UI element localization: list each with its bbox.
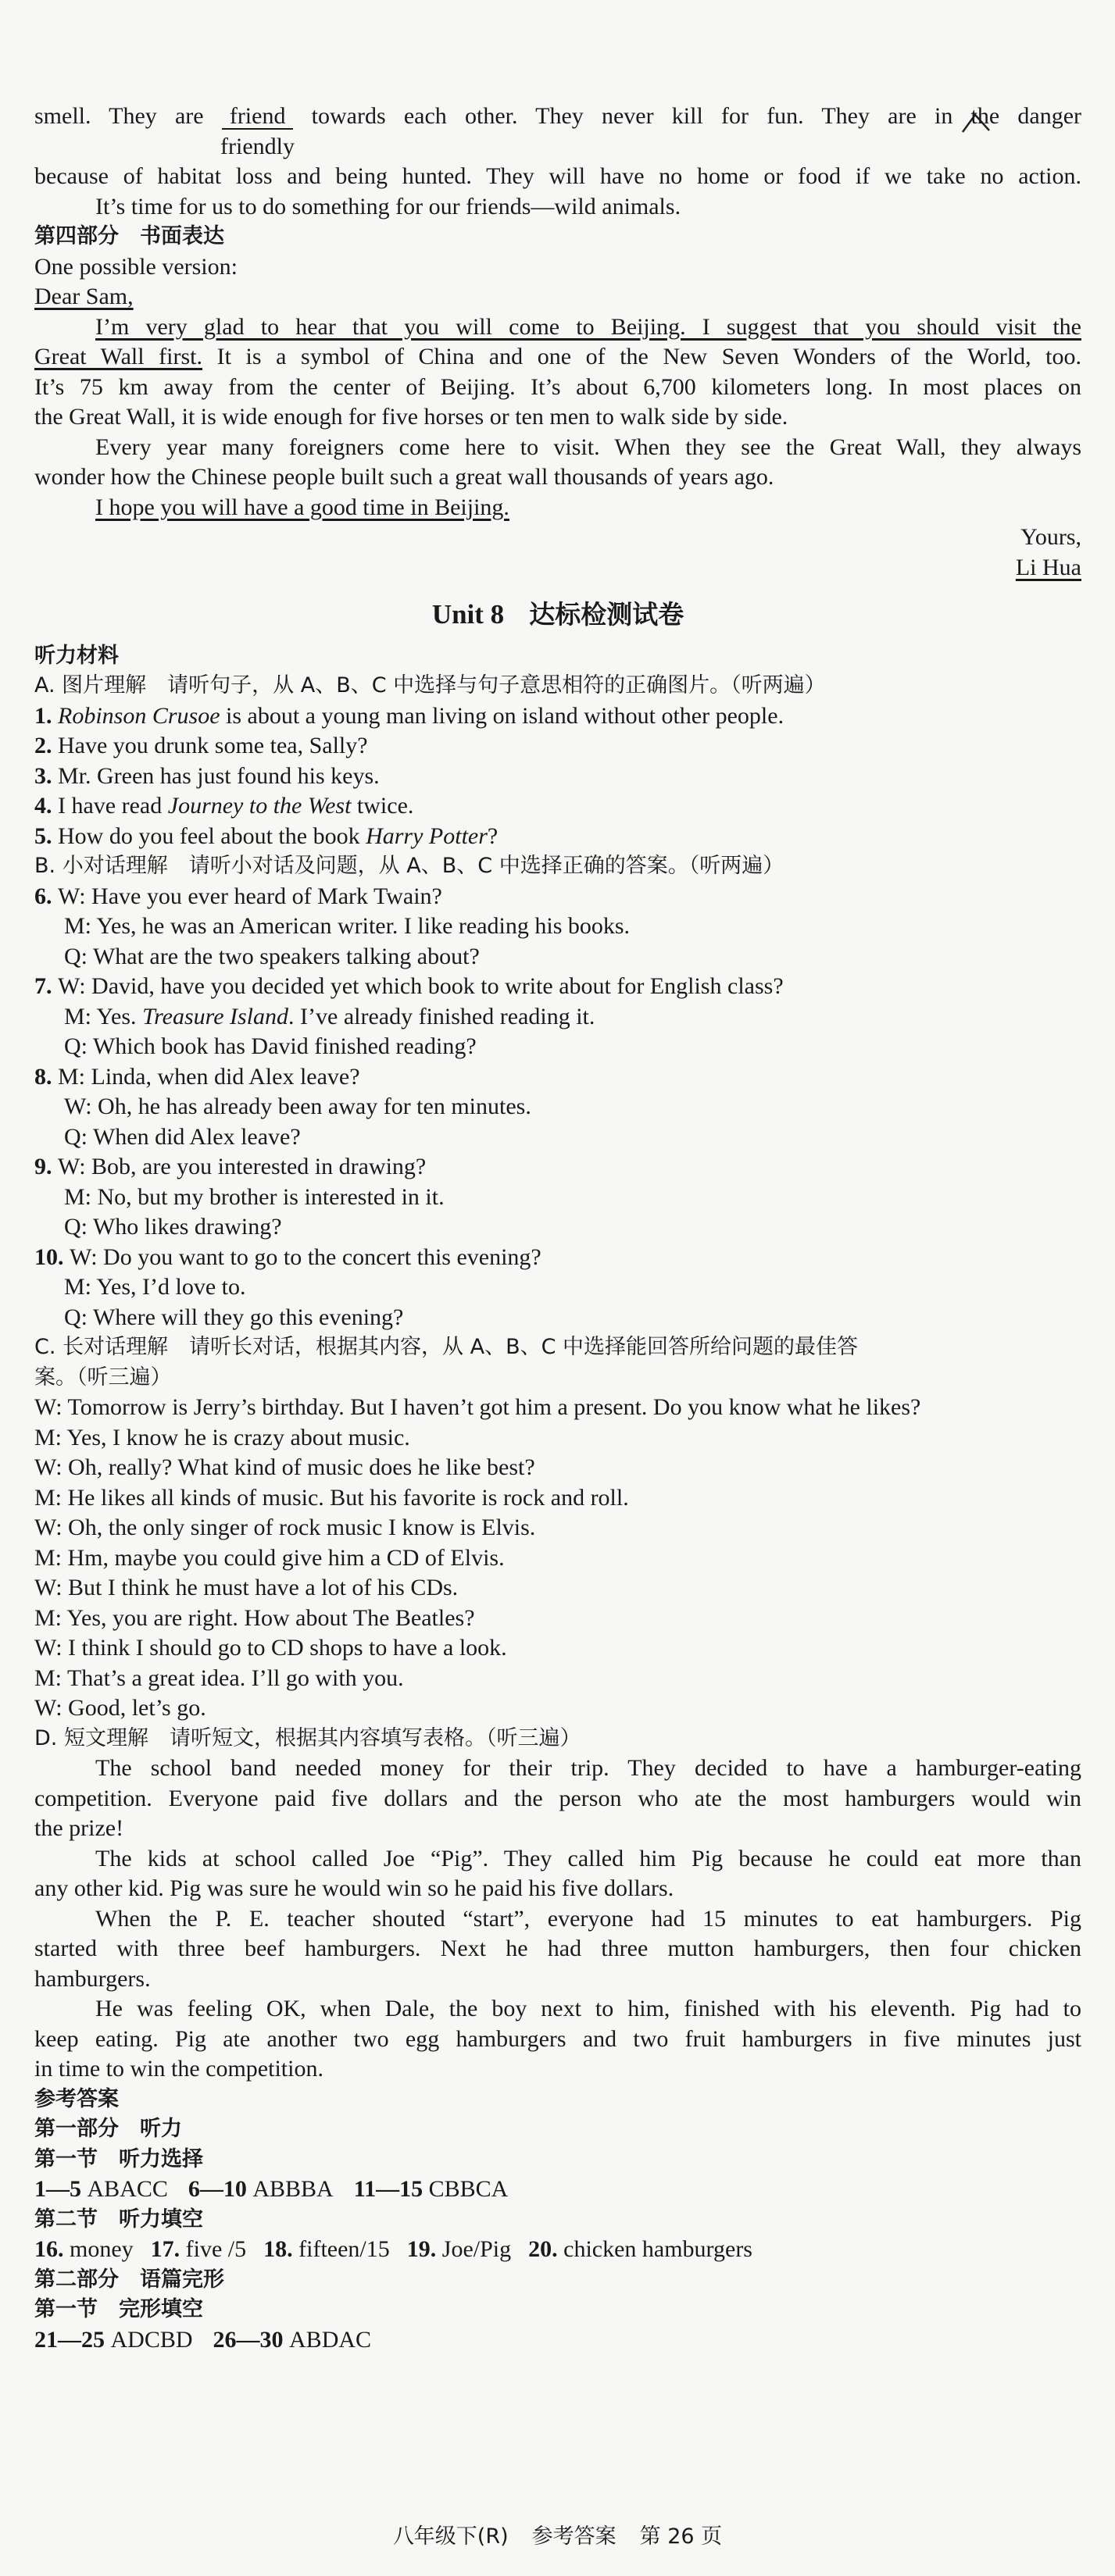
- answers-heading: 参考答案: [34, 2086, 119, 2111]
- passage-line: keep eating. Pig ate another two egg hamburgers and two fruit hamburgers in five minutes just: [34, 2025, 1081, 2052]
- answer-range: 20.: [528, 2236, 564, 2262]
- dialogue-line: [34, 1272, 1081, 1303]
- section-c-heading-cont: 案。（听三遍）: [34, 1365, 172, 1390]
- essay-line: the Great Wall, it is wide enough for five horses or ten men to walk side by side.: [34, 404, 788, 430]
- essay-line: It’s 75 km away from the center of Beijing. It’s about 6,700 kilometers long. In most places on: [34, 373, 1081, 400]
- answer-group: [34, 2236, 134, 2262]
- section-b-items: [34, 882, 1081, 1333]
- passage-line: any other kid. Pig was sure he would win so he paid his five dollars.: [34, 1875, 674, 1901]
- dialogue-line: [34, 912, 1081, 942]
- line-text: M: Yes, I’d love to.: [64, 1274, 246, 1300]
- answer-group: [34, 2327, 193, 2353]
- line-text: M: Yes, he was an American writer. I like reading his books.: [64, 913, 631, 939]
- story-line-1: smell. They are friend towards each other. They never kill for fun. They are in the danger: [34, 103, 1082, 129]
- dialogue-line: M: Yes, you are right. How about The Beatles?: [34, 1604, 475, 1631]
- answer-value: ABDAC: [289, 2326, 372, 2353]
- answer-range: 21—25: [34, 2326, 111, 2353]
- line-text: . I’ve already finished reading it.: [288, 1003, 595, 1029]
- dialogue-line: M: He likes all kinds of music. But his favorite is rock and roll.: [34, 1484, 629, 1511]
- answer-value: Joe/Pig: [441, 2236, 512, 2262]
- item-text: is about a young man living on island without other people.: [220, 702, 784, 729]
- line-text: Q: What are the two speakers talking about?: [64, 943, 480, 969]
- section-a-items: [34, 701, 1081, 852]
- dialogue-line: [34, 1243, 1081, 1273]
- part4-writing: [34, 222, 1081, 583]
- sec2-answers: [34, 2235, 1081, 2265]
- answer-range: 1—5: [34, 2176, 88, 2202]
- answer-range: 18.: [263, 2236, 299, 2262]
- sec2-heading: 第二节 听力填空: [34, 2207, 203, 2232]
- passage-line: The kids at school called Joe “Pig”. They called him Pig because he could eat more than: [95, 1845, 1081, 1871]
- answer-group: [213, 2327, 372, 2353]
- item-number: 10.: [34, 1243, 70, 1270]
- section-b-heading: B. 小对话理解 请听小对话及问题，从 A、B、C 中选择正确的答案。（听两遍）: [34, 854, 784, 878]
- answer-group: [34, 2176, 168, 2202]
- dialogue-line: [34, 942, 1081, 972]
- line-text: M: Yes.: [64, 1003, 143, 1029]
- dialogue-line: W: Good, let’s go.: [34, 1695, 206, 1721]
- unit-title: Unit 8 达标检测试卷: [431, 599, 684, 630]
- sec3-heading: 第一节 完形填空: [34, 2297, 203, 2321]
- line-text: M: No, but my brother is interested in it.: [64, 1183, 445, 1210]
- passage-line: hamburgers.: [34, 1965, 151, 1992]
- passage-line: He was feeling OK, when Dale, the boy next to him, finished with his eleventh. Pig had to: [95, 1996, 1081, 2021]
- essay-line: wonder how the Chinese people built such a great wall thousands of years ago.: [34, 464, 774, 490]
- line-text: W: Bob, are you interested in drawing?: [58, 1154, 427, 1179]
- dialogue-line: [34, 1122, 1081, 1153]
- line-text: Q: Where will they go this evening?: [64, 1304, 404, 1330]
- closing: Yours,: [1020, 524, 1081, 550]
- dialogue-line: [34, 1152, 1081, 1183]
- filled-blank: friend: [222, 105, 294, 130]
- line-text: W: Oh, he has already been away for ten minutes.: [64, 1094, 531, 1119]
- answer-value: ADCBD: [110, 2326, 193, 2353]
- story-ending: [34, 102, 1081, 222]
- answer-range: 17.: [150, 2236, 186, 2262]
- answer-group: [151, 2236, 246, 2262]
- line-text: W: Do you want to go to the concert this evening?: [70, 1243, 541, 1270]
- item-number: 8.: [34, 1063, 58, 1090]
- listening-item: [34, 731, 1081, 762]
- passage-line: in time to win the competition.: [34, 2056, 323, 2082]
- dialogue-line: M: Hm, maybe you could give him a CD of Elvis.: [34, 1544, 505, 1571]
- sec1-heading: 第一节 听力选择: [34, 2146, 203, 2171]
- book-title: Harry Potter: [366, 822, 488, 849]
- line-text: W: Have you ever heard of Mark Twain?: [58, 883, 442, 909]
- sec3-answers: [34, 2325, 1081, 2356]
- part4-heading: 第四部分 书面表达: [34, 224, 224, 248]
- sec1-answers: [34, 2175, 1081, 2205]
- essay-line: Every year many foreigners come here to visit. When they see the Great Wall, they always: [95, 433, 1081, 460]
- dialogue-line: W: But I think he must have a lot of his CDs.: [34, 1575, 459, 1600]
- passage-line: When the P. E. teacher shouted “start”, everyone had 15 minutes to eat hamburgers. Pig: [95, 1905, 1081, 1932]
- answer-key-page: [34, 102, 1081, 2355]
- dialogue-line: W: I think I should go to CD shops to have a look.: [34, 1635, 507, 1661]
- answer-group: [354, 2176, 509, 2202]
- correction-word: friendly: [220, 133, 295, 159]
- book-title: Treasure Island: [142, 1003, 289, 1029]
- line-text: Q: When did Alex leave?: [64, 1123, 301, 1150]
- salutation: Dear Sam,: [34, 284, 134, 309]
- listening-item: [34, 791, 1081, 822]
- answer-value: CBBCA: [428, 2176, 509, 2202]
- story-line-3: It’s time for us to do something for our friends—wild animals.: [95, 193, 681, 219]
- line-text: M: Linda, when did Alex leave?: [58, 1063, 360, 1090]
- answer-group: [528, 2236, 752, 2262]
- dialogue-line: [34, 1032, 1081, 1062]
- item-text: How do you feel about the book: [58, 822, 366, 849]
- page-footer: 八年级下(R) 参考答案 第 26 页: [392, 2524, 723, 2549]
- answer-group: [407, 2236, 511, 2262]
- answer-value: fifteen/15: [298, 2236, 390, 2262]
- answer-range: 19.: [406, 2236, 442, 2262]
- section-c-heading: C. 长对话理解 请听长对话，根据其内容，从 A、B、C 中选择能回答所给问题的最佳答: [34, 1335, 859, 1359]
- item-number: 7.: [34, 973, 58, 999]
- item-number: 1.: [34, 702, 58, 729]
- answer-value: ABACC: [87, 2176, 168, 2202]
- dialogue-line: [34, 972, 1081, 1002]
- answer-value: five /5: [185, 2236, 247, 2262]
- dialogue-line: W: Tomorrow is Jerry’s birthday. But I haven’t got him a present. Do you know what he likes?: [34, 1394, 921, 1420]
- signature: Li Hua: [1015, 554, 1081, 580]
- dialogue-line: [34, 1303, 1081, 1333]
- item-number: 2.: [34, 733, 58, 758]
- section-a-heading: A. 图片理解 请听句子，从 A、B、C 中选择与句子意思相符的正确图片。（听两遍）: [34, 673, 826, 698]
- dialogue-line: [34, 1092, 1081, 1122]
- listening-material: [34, 641, 1081, 2085]
- item-text: Mr. Green has just found his keys.: [58, 762, 380, 789]
- passage-line: The school band needed money for their trip. They decided to have a hamburger-eating: [95, 1755, 1081, 1781]
- essay-line: I’m very glad to hear that you will come to Beijing. I suggest that you should visit the: [95, 313, 1081, 340]
- answer-range: 26—30: [213, 2326, 290, 2353]
- section-d-heading: D. 短文理解 请听短文，根据其内容填写表格。（听三遍）: [34, 1725, 581, 1750]
- answer-group: [188, 2176, 334, 2202]
- dialogue-line: W: Oh, really? What kind of music does he like best?: [34, 1454, 535, 1480]
- answer-range: 11—15: [353, 2176, 429, 2202]
- listening-heading: 听力材料: [34, 643, 119, 668]
- section-d-passage: [34, 1754, 1081, 2085]
- book-title: Journey to the West: [167, 793, 352, 819]
- item-text: ?: [487, 822, 499, 849]
- item-number: 4.: [34, 793, 58, 819]
- dialogue-line: [34, 1062, 1081, 1093]
- line-text: W: David, have you decided yet which book to write about for English class?: [58, 973, 784, 999]
- essay-line: I hope you will have a good time in Beijing.: [95, 494, 509, 520]
- answer-value: ABBBA: [252, 2176, 334, 2202]
- dialogue-line: [34, 1212, 1081, 1243]
- book-title: Robinson Crusoe: [58, 702, 220, 729]
- passage-line: the prize!: [34, 1815, 124, 1841]
- item-number: 9.: [34, 1154, 58, 1179]
- dialogue-line: [34, 1002, 1081, 1033]
- dialogue-line: [34, 882, 1081, 912]
- line-text: Q: Which book has David finished reading?: [64, 1033, 477, 1059]
- version-label: One possible version:: [34, 253, 238, 280]
- listening-item: [34, 762, 1081, 792]
- story-line-2: because of habitat loss and being hunted. They will have no home or food if we take no action.: [34, 163, 1081, 189]
- part2-heading: 第二部分 语篇完形: [34, 2267, 224, 2292]
- item-text: twice.: [351, 793, 414, 819]
- part1-heading: 第一部分 听力: [34, 2117, 182, 2141]
- answer-range: 6—10: [188, 2176, 253, 2202]
- dialogue-line: [34, 1183, 1081, 1213]
- line-text: Q: Who likes drawing?: [64, 1214, 282, 1240]
- answer-value: money: [70, 2236, 134, 2262]
- listening-item: [34, 701, 1081, 732]
- answer-range: 16.: [34, 2236, 70, 2262]
- item-number: 5.: [34, 822, 58, 849]
- listening-item: [34, 822, 1081, 852]
- answer-value: chicken hamburgers: [563, 2236, 752, 2262]
- answer-key: [34, 2085, 1081, 2356]
- passage-line: competition. Everyone paid five dollars and the person who ate the most hamburgers would win: [34, 1785, 1081, 1811]
- item-number: 6.: [34, 883, 58, 909]
- dialogue-line: M: That’s a great idea. I’ll go with you.: [34, 1664, 404, 1691]
- item-text: I have read: [58, 793, 168, 819]
- section-c-dialogue: [34, 1393, 1081, 1724]
- dialogue-line: M: Yes, I know he is crazy about music.: [34, 1424, 410, 1450]
- item-number: 3.: [34, 762, 58, 789]
- dialogue-line: W: Oh, the only singer of rock music I know is Elvis.: [34, 1515, 536, 1540]
- item-text: Have you drunk some tea, Sally?: [58, 733, 368, 758]
- passage-line: started with three beef hamburgers. Next he had three mutton hamburgers, then four chicken: [34, 1936, 1081, 1961]
- essay-line: Great Wall first. It is a symbol of China and one of the New Seven Wonders of the World, too.: [34, 344, 1081, 369]
- answer-group: [263, 2236, 390, 2262]
